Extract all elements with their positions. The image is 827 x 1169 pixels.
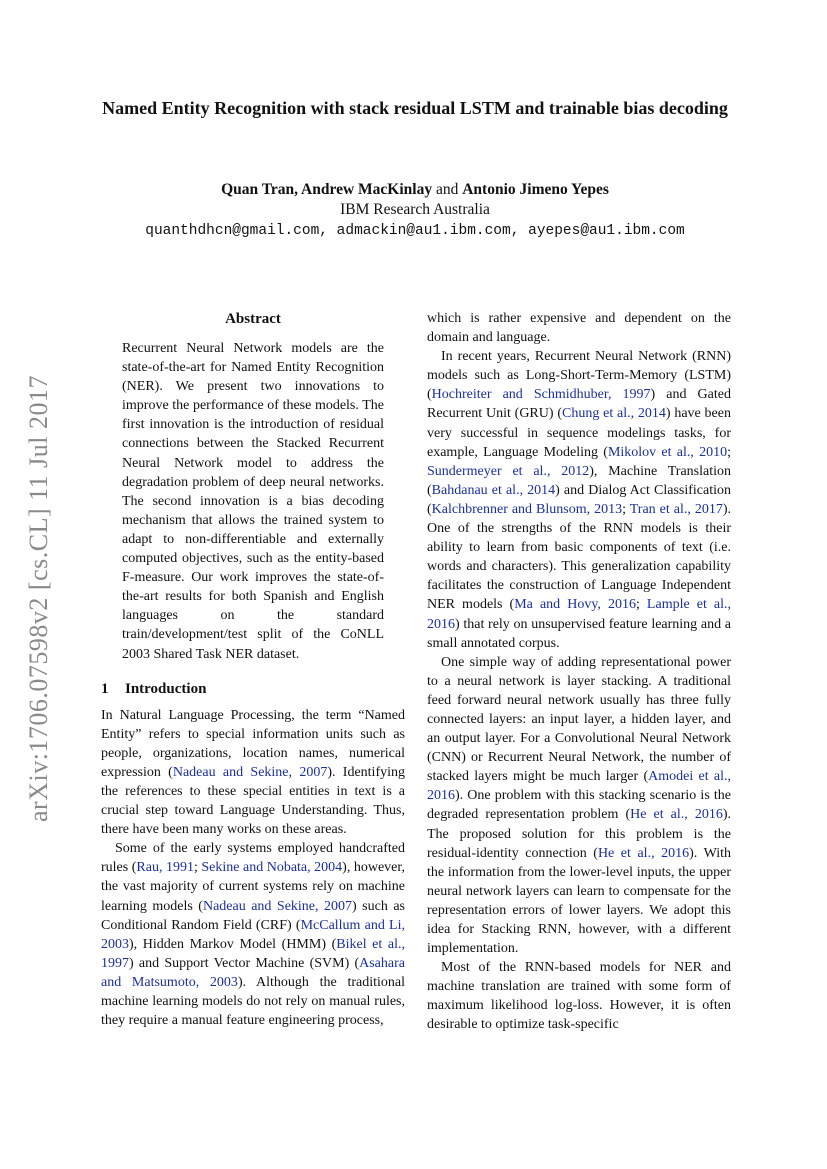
citation-link[interactable]: Rau, 1991 [136,860,194,876]
author-names [90,180,740,200]
text-run: One simple way of adding representational power to a neural network is layer stacking. A traditional feed forward neural network usually has three fully connected layers: an input layer, a hidden layer, and an output layer. For a Convolutional Neural Network (CNN) or Recurrent Neural Network, the number of stacked layers might be much larger ( [427,654,731,785]
citation-link[interactable]: He et al., 2016 [597,845,690,861]
affiliation: IBM Research Australia [340,201,490,218]
text-run: In Natural Language Processing, the term “Named Entity” refers to special information units such as people, organizations, location names, numerical expression ( [101,707,405,780]
text-run: ). One problem with this stacking scenario is the degraded representation problem ( [427,788,731,823]
section-number: 1 [101,680,109,697]
citation-link[interactable]: Asahara and Matsumoto, 2003 [101,955,405,990]
citation-link[interactable]: Chung et al., 2014 [561,406,666,422]
right-paragraph-continuation: which is rather expensive and dependent on the domain and language. [427,311,731,346]
text-run: Some of the early systems employed handcrafted rules ( [101,841,405,876]
text-run: ). Although the traditional machine learning models do not rely on manual rules, they require a manual feature engineering process, [101,974,406,1029]
abstract-heading: Abstract [225,311,281,327]
citation-link[interactable]: He et al., 2016 [630,807,723,823]
text-run: ) have been very successful in sequence modelings tasks, for example, Language Modeling ( [427,406,731,460]
text-run: ; [622,501,630,517]
author-names-second: Antonio Jimeno Yepes [462,181,609,198]
abstract-body: Recurrent Neural Network models are the state-of-the-art for Named Entity Recognition (NER). We present two innovations to improve the performance of these models. The first innovation is the introduction of residual connections between the Stacked Recurrent Neural Network model to address the degradation problem of deep neural networks. The second innovation is a bias decoding mechanism that allows the trained system to adapt to non-differentiable and externally computed objectives, such as the entity-based F-measure. Our work improves the state-of-the-art results for both Spanish and English languages on the standard train/development/test split of the CoNLL 2003 Shared Task NER dataset. [122,341,384,662]
text-run: ; [635,597,647,613]
citation-link[interactable]: Nadeau and Sekine, 2007 [202,898,353,914]
text-run: ). With the information from the lower-level inputs, the upper neural network layers can learn to compensate for the representation errors of lower layers. We adopt this idea for Stacking RNN, however, with a different implementation. [427,845,731,957]
citation-link[interactable]: Sekine and Nobata, 2004 [201,860,343,876]
text-run: ), Hidden Markov Model (HMM) ( [129,936,337,952]
text-run: ) and Dialog Act Classification ( [427,482,731,517]
citation-link[interactable]: Lample et al., 2016 [427,597,732,632]
citation-link[interactable]: Amodei et al., 2016 [427,769,731,804]
section-heading-introduction [101,679,405,699]
author-names-first: Quan Tran, Andrew MacKinlay [221,181,433,198]
text-run: ). Identifying the references to these special entities in text is a crucial step toward Language Understanding. Thus, there have been many works on these areas. [101,764,405,838]
right-column [427,309,731,1035]
citation-link[interactable]: Bahdanau et al., 2014 [431,482,556,498]
citation-link[interactable]: Tran et al., 2017 [629,501,723,517]
arxiv-identifier: arXiv:1706.07598v2 [cs.CL] 11 Jul 2017 [24,375,53,822]
text-run: ) and Gated Recurrent Unit (GRU) ( [427,387,731,422]
author-block [90,180,740,241]
citation-link[interactable]: McCallum and Li, 2003 [101,917,405,952]
text-run: ) and Support Vector Machine (SVM) ( [129,955,360,971]
citation-link[interactable]: Nadeau and Sekine, 2007 [172,764,328,780]
text-run: ). One of the strengths of the RNN models is their ability to learn from basic components of text (i.e. words and characters). This generalization capability facilitates the construction of Language Independent NER models ( [427,501,731,613]
text-run: ; [727,444,732,460]
text-run: ) such as Conditional Random Field (CRF) ( [101,898,405,933]
text-run: ; [193,860,202,876]
author-conjunction: and [435,181,459,198]
citation-link[interactable]: Hochreiter and Schmidhuber, 1997 [431,387,651,403]
paper-title: Named Entity Recognition with stack residual LSTM and trainable bias decoding [102,98,728,118]
citation-link[interactable]: Sundermeyer et al., 2012 [427,463,590,479]
author-emails: quanthdhcn@gmail.com, admackin@au1.ibm.com, ayepes@au1.ibm.com [145,223,685,239]
text-run: In recent years, Recurrent Neural Network (RNN) models such as Long-Short-Term-Memory (LSTM) ( [427,349,731,403]
right-paragraph-rnn [427,347,731,653]
citation-link[interactable]: Mikolov et al., 2010 [607,444,728,460]
text-run: ), however, the vast majority of current systems rely on machine learning models ( [101,860,405,914]
left-column [101,309,405,1030]
section-title: Introduction [125,680,207,697]
citation-link[interactable]: Bikel et al., 1997 [101,936,405,971]
text-run: ), Machine Translation ( [427,463,731,498]
intro-paragraph-1 [101,706,405,840]
text-run: ). The proposed solution for this problem is the residual-identity connection ( [427,807,731,861]
right-paragraph-stacking [427,653,731,959]
right-paragraph-training: Most of the RNN-based models for NER and machine translation are trained with some form of maximum likelihood log-loss. However, it is often desirable to optimize task-specific [427,960,731,1033]
intro-paragraph-2 [101,839,405,1030]
text-run: ) that rely on unsupervised feature learning and a small annotated corpus. [427,616,731,651]
citation-link[interactable]: Ma and Hovy, 2016 [514,597,636,613]
citation-link[interactable]: Kalchbrenner and Blunsom, 2013 [431,501,623,517]
